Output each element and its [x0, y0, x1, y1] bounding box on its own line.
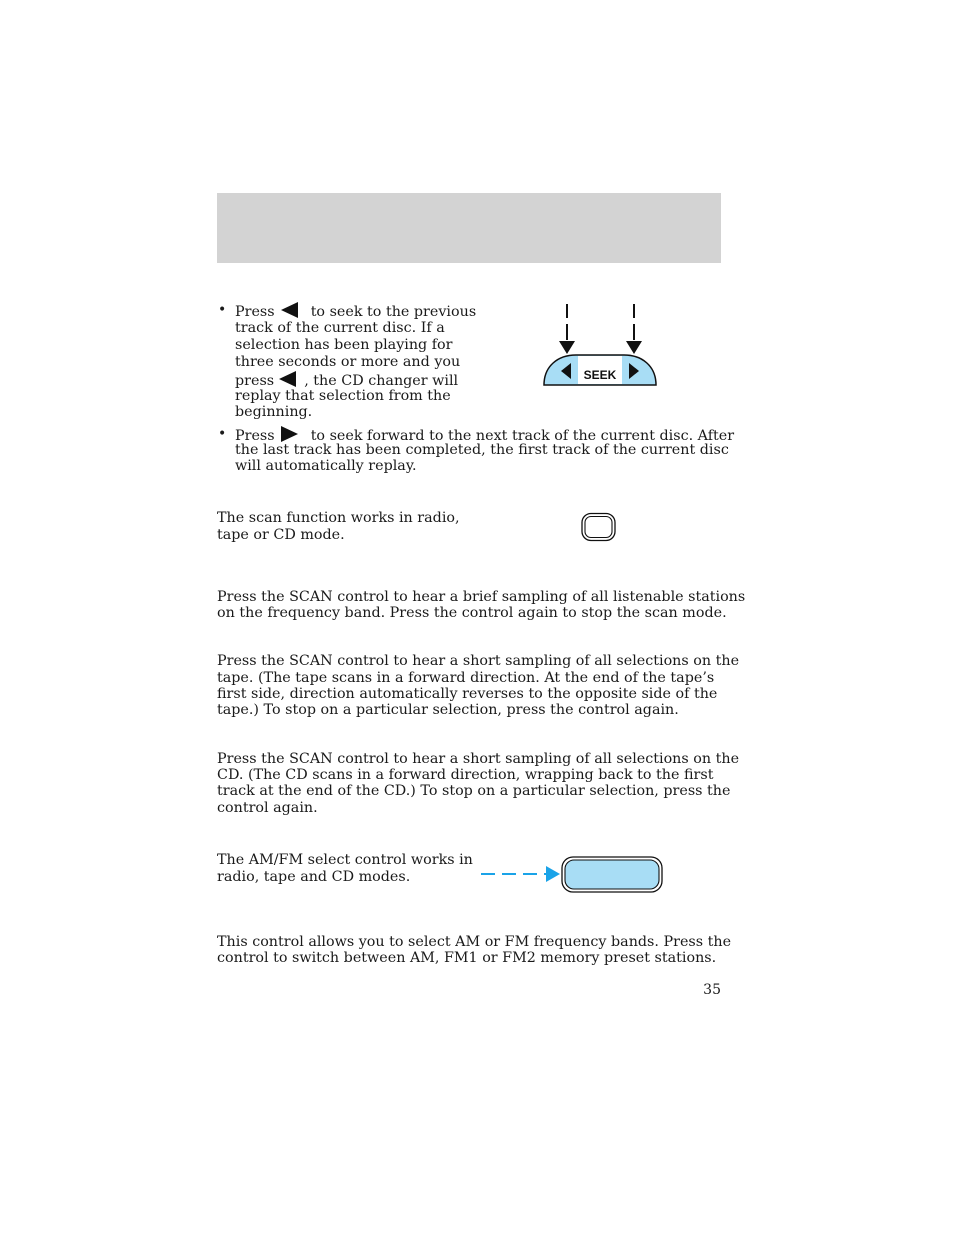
seek-bullet1-line1: Press to seek to the previous [235, 304, 477, 320]
seek-bullet2-line2: the last track has been completed, the first track of the current disc [235, 442, 729, 458]
seek-bullet1-line2: track of the current disc. If a [235, 319, 445, 336]
scan-cd-line1: Press the SCAN control to hear a short sampling of all selections on the [217, 751, 740, 767]
page-number: 35 [703, 982, 721, 998]
amfm-intro-line2: radio, tape and CD modes. [217, 869, 411, 885]
scan-tape-line2: tape. (The tape scans in a forward direction. At the end of the tape’s [217, 670, 715, 686]
amfm-control-diagram [478, 854, 666, 896]
scan-tape-line4: tape.) To stop on a particular selection, press the control again. [217, 702, 679, 718]
seek-forward-pointer-arrow [626, 304, 642, 354]
amfm-intro-line1: The AM/FM select control works in [217, 852, 473, 868]
seek-bullet1-line4: three seconds or more and you [235, 353, 461, 370]
seek-forward-icon [281, 426, 298, 442]
seek-bullet1-line3: selection has been playing for [235, 336, 453, 353]
seek-bullet2-line1: Press to seek forward to the next track of the current disc. After [235, 428, 735, 444]
scan-radio-line1: Press the SCAN control to hear a brief sampling of all listenable stations [217, 589, 746, 605]
scan-cd-line4: control again. [217, 800, 318, 816]
section-header-band [217, 193, 721, 263]
scan-cd-line3: track at the end of the CD.) To stop on a particular selection, press the [217, 783, 731, 799]
bullet-dot: • [218, 302, 227, 318]
amfm-button[interactable] [562, 857, 662, 892]
seek-back-icon [279, 371, 296, 387]
seek-bullet1-line6: replay that selection from the [235, 388, 451, 404]
scan-button[interactable] [580, 512, 618, 542]
seek-back-icon [281, 302, 298, 318]
scan-intro-line1: The scan function works in radio, [217, 510, 460, 526]
seek-bullet1-line7: beginning. [235, 403, 313, 420]
seek-control-diagram [540, 300, 660, 392]
scan-cd-line2: CD. (The CD scans in a forward direction, wrapping back to the first [217, 767, 714, 783]
scan-tape-line1: Press the SCAN control to hear a short sampling of all selections on the [217, 653, 740, 669]
amfm-body-line2: control to switch between AM, FM1 or FM2 memory preset stations. [217, 950, 717, 966]
seek-label: SEEK [583, 368, 617, 382]
scan-intro-line2: tape or CD mode. [217, 527, 345, 543]
amfm-body-line1: This control allows you to select AM or FM frequency bands. Press the [217, 934, 732, 950]
seek-bullet1-line5: press , the CD changer will [235, 372, 459, 389]
scan-radio-line2: on the frequency band. Press the control again to stop the scan mode. [217, 605, 727, 621]
dashed-arrow-icon [481, 866, 560, 882]
scan-tape-line3: first side, direction automatically reverses to the opposite side of the [217, 686, 718, 702]
seek-bullet2-line3: will automatically replay. [235, 457, 417, 474]
bullet-dot: • [218, 426, 227, 442]
seek-back-pointer-arrow [559, 304, 575, 354]
